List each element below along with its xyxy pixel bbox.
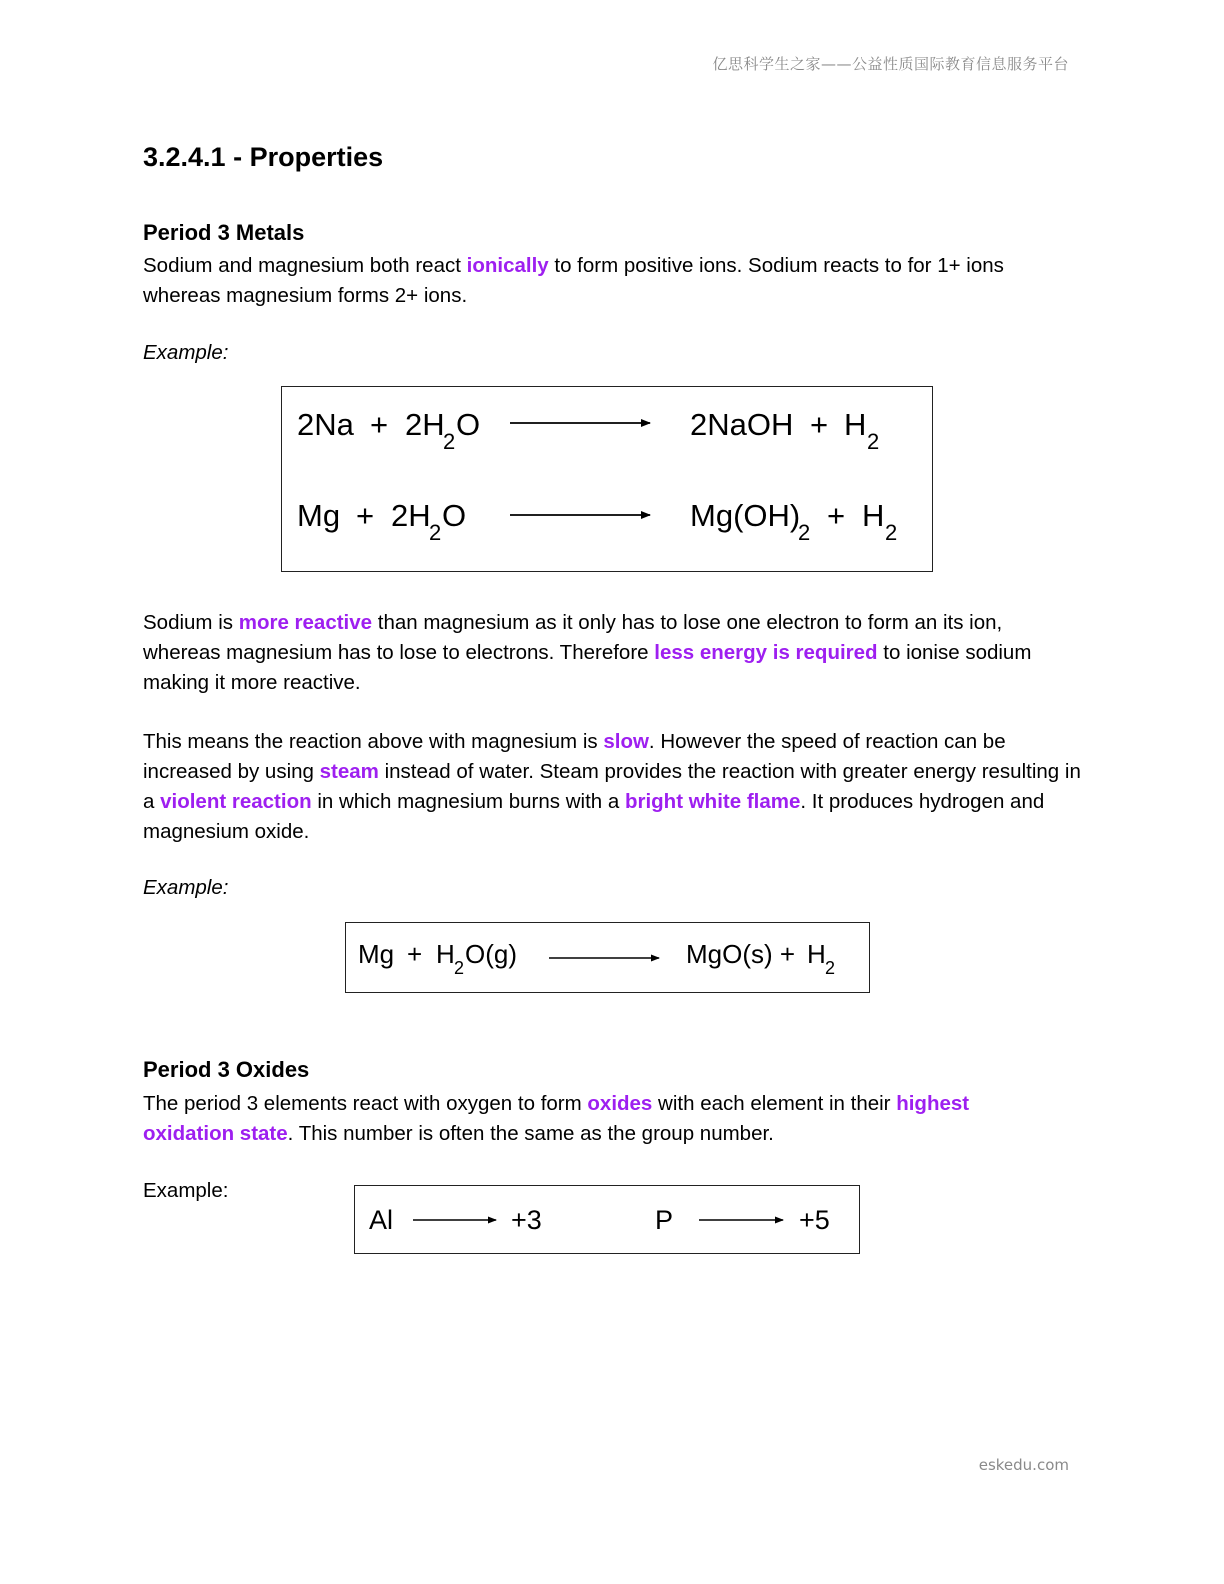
eq1-mg: Mg	[297, 498, 341, 533]
svg-text:Mg + H	[358, 939, 455, 969]
eq1-sub-2d: 2	[798, 520, 811, 545]
equation-diagram-2	[346, 923, 871, 994]
eq1-naoh: 2NaOH	[690, 407, 794, 442]
page-title: 3.2.4.1 - Properties	[143, 142, 384, 172]
metals-paragraph-3: This means the reaction above with magnesium is slow. However the speed of reaction can be increased by using steam instead of water. Steam provides the reaction with greater energy resulting in a violent reaction in which magnesium burns with a bright white flame. It produces hydrogen and magnesium oxide.	[143, 730, 1081, 843]
eq3-p-value: +5	[799, 1205, 830, 1235]
eq1-sub-2: 2	[443, 429, 456, 454]
highlight-slow: slow	[603, 730, 649, 753]
eq2-mg: Mg	[358, 939, 395, 969]
svg-text:Mg + 2H	[297, 498, 431, 533]
eq1-sub-2c: 2	[429, 520, 442, 545]
eq2-mgo: MgO(s) +	[686, 939, 796, 969]
highlight-steam: steam	[319, 760, 379, 783]
highlight-ionically: ionically	[466, 254, 549, 277]
eq1-o-b: O	[442, 498, 467, 533]
eq2-sub-2b: 2	[825, 958, 836, 978]
eq1-plus-3: +	[356, 498, 375, 533]
highlight-highest-oxidation-state: highest oxidation state	[143, 1092, 970, 1145]
eq2-sub-2: 2	[454, 958, 465, 978]
metals-paragraph-1: Sodium and magnesium both react ionically to form positive ions. Sodium reacts to for 1+ ions whereas magnesium forms 2+ ions.	[143, 254, 1004, 307]
svg-text:2Na + 2H	[297, 407, 445, 442]
eq1-plus-4: +	[827, 498, 846, 533]
eq1-sub-2e: 2	[885, 520, 898, 545]
eq3-al-value: +3	[511, 1205, 542, 1235]
highlight-oxides: oxides	[587, 1092, 653, 1115]
eq1-na: 2Na	[297, 407, 354, 442]
equation-box-sodium-magnesium-water	[281, 386, 933, 572]
eq3-al: Al	[369, 1205, 394, 1235]
highlight-less-energy: less energy is required	[654, 641, 878, 664]
highlight-more-reactive: more reactive	[238, 611, 373, 634]
oxides-heading: Period 3 Oxides	[143, 1057, 310, 1082]
eq2-h: H	[436, 939, 455, 969]
eq1-plus: +	[370, 407, 389, 442]
metals-heading: Period 3 Metals	[143, 220, 305, 245]
eq2-plus: +	[407, 939, 423, 969]
eq1-2h: 2H	[405, 407, 445, 442]
eq1-h: H	[844, 407, 867, 442]
eq2-og: O(g)	[465, 939, 517, 969]
footer-note: eskedu.com	[978, 1456, 1069, 1474]
header-note: 亿思科学生之家——公益性质国际教育信息服务平台	[712, 55, 1069, 73]
metals-paragraph-2: Sodium is more reactive than magnesium as it only has to lose one electron to form an its ion, whereas magnesium has to lose to electrons. Therefore less energy is required to ionise sodium making it more reactive.	[143, 611, 1032, 694]
equation-diagram-1	[282, 387, 934, 573]
eq1-plus-2: +	[810, 407, 829, 442]
example-label-2: Example:	[143, 876, 229, 899]
svg-text:2NaOH + H	[690, 407, 866, 442]
eq3-p: P	[655, 1205, 674, 1235]
equation-box-oxidation-states	[354, 1185, 860, 1254]
equation-box-magnesium-steam	[345, 922, 870, 993]
oxides-paragraph-1: The period 3 elements react with oxygen to form oxides with each element in their highest oxidation state. This number is often the same as the group number.	[143, 1092, 970, 1145]
eq1-sub-2b: 2	[867, 429, 880, 454]
eq2-h-b: H	[807, 939, 826, 969]
eq1-mgoh: Mg(OH)	[690, 498, 801, 533]
equation-diagram-3	[355, 1186, 861, 1255]
eq1-h-b: H	[862, 498, 885, 533]
highlight-bright-white-flame: bright white flame	[624, 790, 801, 813]
svg-text:MgO(s) + H	[686, 939, 826, 969]
eq1-2h-b: 2H	[391, 498, 431, 533]
svg-text:+ H	[827, 498, 884, 533]
eq1-o: O	[456, 407, 481, 442]
example-label-3: Example:	[143, 1179, 229, 1202]
highlight-violent-reaction: violent reaction	[160, 790, 312, 813]
example-label-1: Example:	[143, 341, 229, 364]
